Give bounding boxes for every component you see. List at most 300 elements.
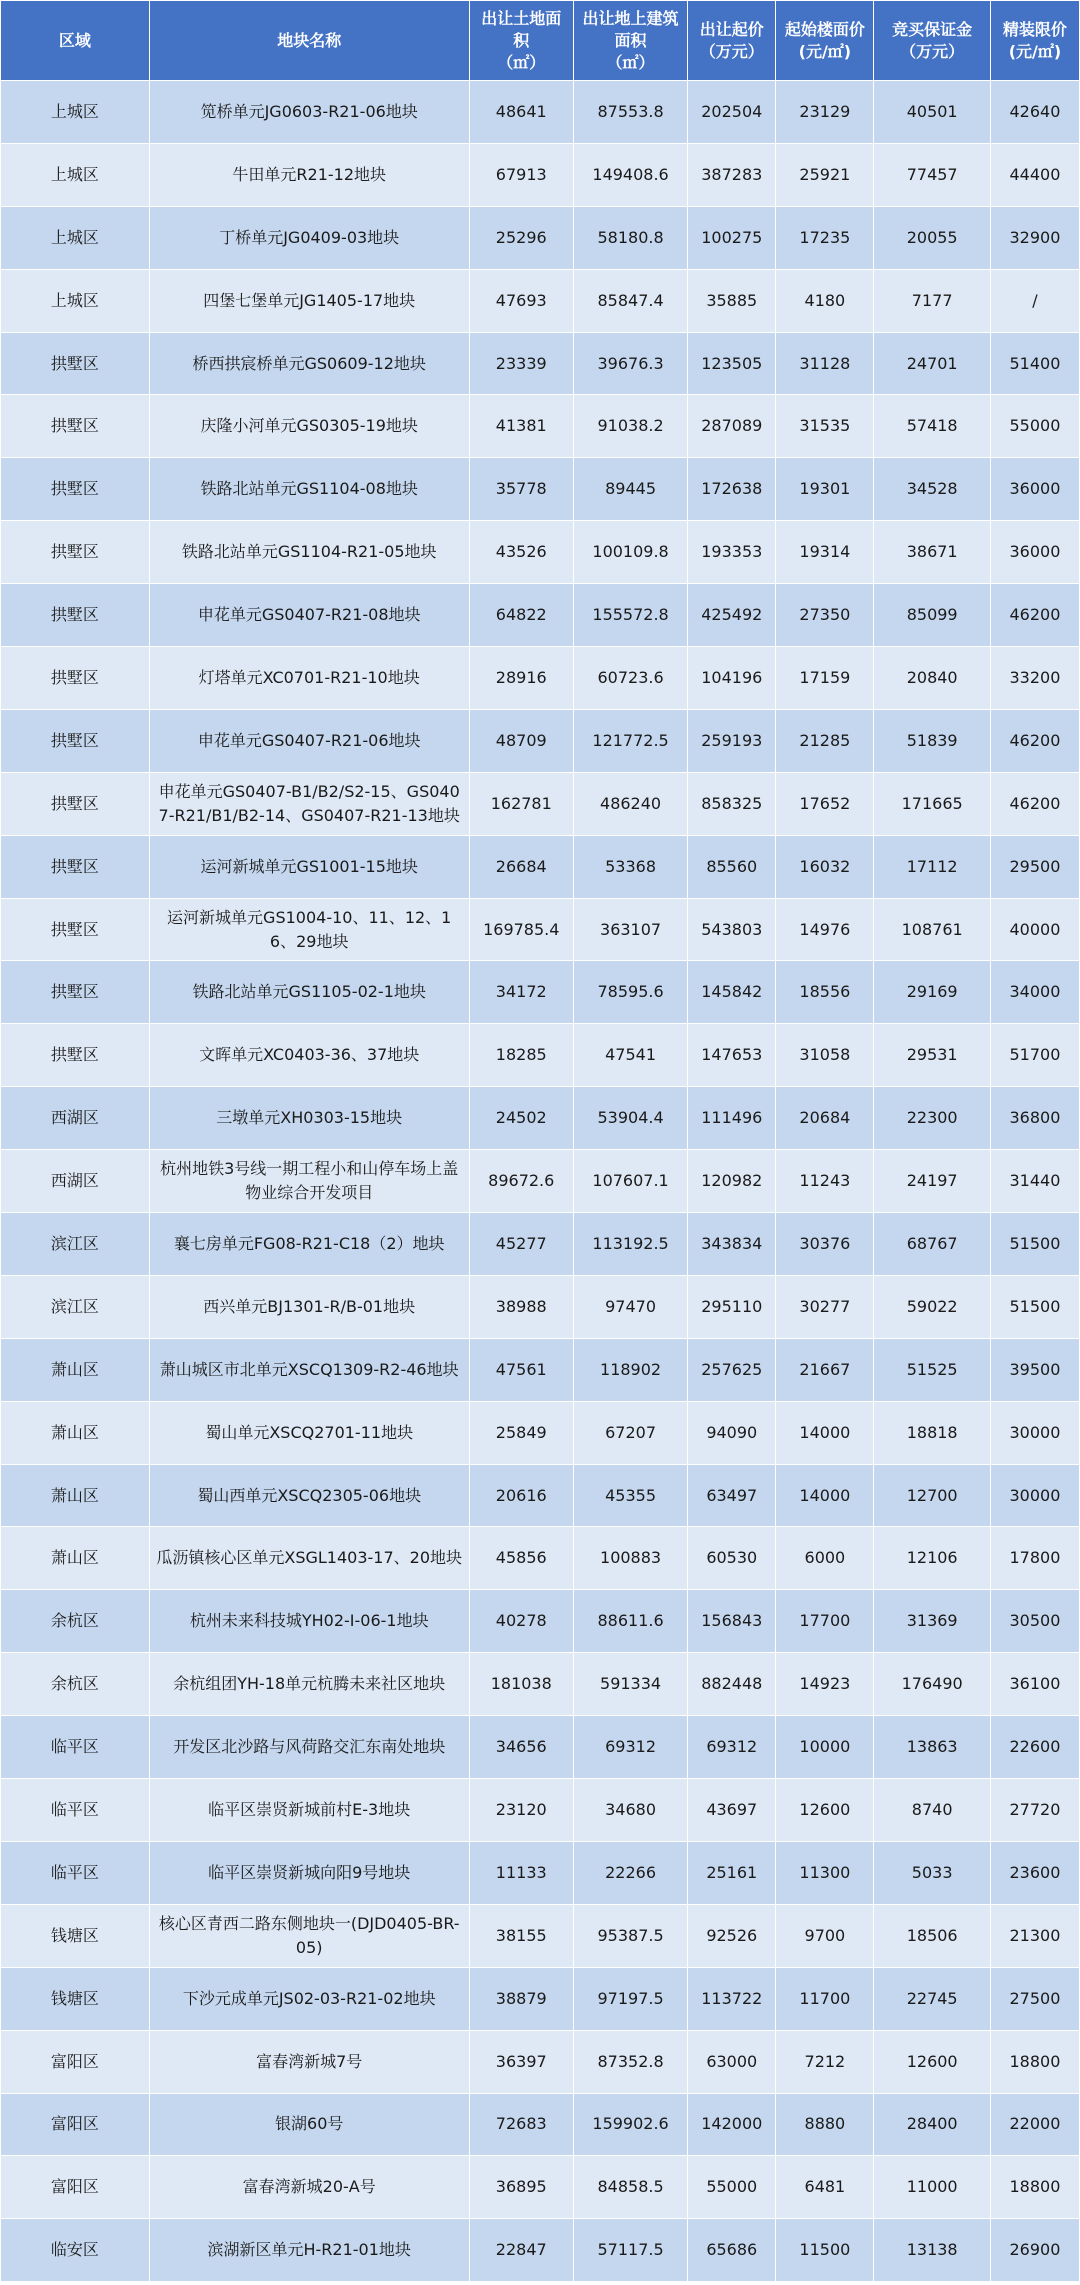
cell-parcel-name: 杭州未来科技城YH02-I-06-1地块 — [149, 1590, 469, 1653]
cell-district: 萧山区 — [1, 1338, 150, 1401]
cell-district: 萧山区 — [1, 1527, 150, 1590]
cell-land-area: 45856 — [469, 1527, 573, 1590]
cell-land-area: 181038 — [469, 1653, 573, 1716]
cell-start-price: 55000 — [688, 2156, 776, 2219]
cell-building-area: 22266 — [573, 1841, 687, 1904]
cell-parcel-name: 蜀山单元XSCQ2701-11地块 — [149, 1401, 469, 1464]
cell-deposit: 68767 — [874, 1213, 990, 1276]
cell-parcel-name: 余杭组团YH-18单元杭腾未来社区地块 — [149, 1653, 469, 1716]
table-row — [1, 1087, 1080, 1150]
cell-floor-price: 14923 — [776, 1653, 874, 1716]
cell-deposit: 34528 — [874, 458, 990, 521]
cell-floor-price: 18556 — [776, 961, 874, 1024]
cell-land-area: 20616 — [469, 1464, 573, 1527]
table-row — [1, 2030, 1080, 2093]
table-row — [1, 206, 1080, 269]
cell-finished-price: 46200 — [990, 584, 1079, 647]
cell-start-price: 100275 — [688, 206, 776, 269]
cell-floor-price: 30277 — [776, 1275, 874, 1338]
cell-finished-price: 33200 — [990, 647, 1079, 710]
table-row — [1, 1213, 1080, 1276]
cell-parcel-name: 西兴单元BJ1301-R/B-01地块 — [149, 1275, 469, 1338]
cell-parcel-name: 萧山城区市北单元XSCQ1309-R2-46地块 — [149, 1338, 469, 1401]
cell-deposit: 20840 — [874, 647, 990, 710]
cell-floor-price: 17652 — [776, 772, 874, 835]
cell-district: 拱墅区 — [1, 458, 150, 521]
cell-deposit: 12700 — [874, 1464, 990, 1527]
cell-land-area: 23339 — [469, 332, 573, 395]
cell-building-area: 88611.6 — [573, 1590, 687, 1653]
cell-deposit: 7177 — [874, 269, 990, 332]
cell-building-area: 97470 — [573, 1275, 687, 1338]
cell-start-price: 343834 — [688, 1213, 776, 1276]
table-row — [1, 1904, 1080, 1967]
cell-building-area: 84858.5 — [573, 2156, 687, 2219]
cell-deposit: 31369 — [874, 1590, 990, 1653]
cell-deposit: 176490 — [874, 1653, 990, 1716]
cell-building-area: 45355 — [573, 1464, 687, 1527]
cell-parcel-name: 襄七房单元FG08-R21-C18（2）地块 — [149, 1213, 469, 1276]
cell-parcel-name: 滨湖新区单元H-R21-01地块 — [149, 2219, 469, 2282]
cell-start-price: 287089 — [688, 395, 776, 458]
table-row — [1, 1275, 1080, 1338]
cell-floor-price: 6481 — [776, 2156, 874, 2219]
cell-land-area: 22847 — [469, 2219, 573, 2282]
table-row — [1, 458, 1080, 521]
cell-finished-price: 23600 — [990, 1841, 1079, 1904]
cell-finished-price: 46200 — [990, 709, 1079, 772]
cell-building-area: 121772.5 — [573, 709, 687, 772]
cell-finished-price: 55000 — [990, 395, 1079, 458]
cell-start-price: 425492 — [688, 584, 776, 647]
cell-start-price: 25161 — [688, 1841, 776, 1904]
cell-building-area: 149408.6 — [573, 143, 687, 206]
cell-deposit: 29531 — [874, 1024, 990, 1087]
cell-start-price: 123505 — [688, 332, 776, 395]
cell-finished-price: 31440 — [990, 1150, 1079, 1213]
table-row — [1, 269, 1080, 332]
header-deposit-unit: （万元） — [900, 41, 965, 61]
header-row — [1, 1, 1080, 81]
cell-floor-price: 19314 — [776, 521, 874, 584]
cell-district: 滨江区 — [1, 1213, 150, 1276]
header-building-area — [573, 1, 687, 81]
header-start-price — [688, 1, 776, 81]
cell-building-area: 91038.2 — [573, 395, 687, 458]
cell-district: 临平区 — [1, 1716, 150, 1779]
cell-deposit: 28400 — [874, 2093, 990, 2156]
cell-finished-price: 30500 — [990, 1590, 1079, 1653]
cell-land-area: 43526 — [469, 521, 573, 584]
cell-building-area: 113192.5 — [573, 1213, 687, 1276]
cell-building-area: 100883 — [573, 1527, 687, 1590]
cell-land-area: 34656 — [469, 1716, 573, 1779]
cell-land-area: 48709 — [469, 709, 573, 772]
cell-district: 余杭区 — [1, 1590, 150, 1653]
header-floor-price-title: 起始楼面价 — [784, 19, 865, 39]
cell-building-area: 363107 — [573, 898, 687, 961]
header-floor-price — [776, 1, 874, 81]
cell-building-area: 69312 — [573, 1716, 687, 1779]
cell-floor-price: 14976 — [776, 898, 874, 961]
cell-district: 富阳区 — [1, 2093, 150, 2156]
cell-land-area: 47693 — [469, 269, 573, 332]
cell-parcel-name: 银湖60号 — [149, 2093, 469, 2156]
table-row — [1, 1401, 1080, 1464]
cell-start-price: 145842 — [688, 961, 776, 1024]
cell-land-area: 11133 — [469, 1841, 573, 1904]
cell-start-price: 259193 — [688, 709, 776, 772]
cell-district: 萧山区 — [1, 1401, 150, 1464]
cell-floor-price: 19301 — [776, 458, 874, 521]
cell-building-area: 87352.8 — [573, 2030, 687, 2093]
cell-floor-price: 31128 — [776, 332, 874, 395]
table-row — [1, 81, 1080, 144]
cell-start-price: 147653 — [688, 1024, 776, 1087]
cell-deposit: 85099 — [874, 584, 990, 647]
table-row — [1, 709, 1080, 772]
cell-start-price: 111496 — [688, 1087, 776, 1150]
cell-district: 拱墅区 — [1, 647, 150, 710]
cell-district: 拱墅区 — [1, 709, 150, 772]
cell-start-price: 387283 — [688, 143, 776, 206]
cell-deposit: 22300 — [874, 1087, 990, 1150]
cell-start-price: 63000 — [688, 2030, 776, 2093]
cell-land-area: 35778 — [469, 458, 573, 521]
cell-deposit: 24701 — [874, 332, 990, 395]
cell-building-area: 97197.5 — [573, 1967, 687, 2030]
cell-building-area: 107607.1 — [573, 1150, 687, 1213]
cell-parcel-name: 丁桥单元JG0409-03地块 — [149, 206, 469, 269]
cell-deposit: 20055 — [874, 206, 990, 269]
cell-district: 临平区 — [1, 1841, 150, 1904]
cell-parcel-name: 运河新城单元GS1001-15地块 — [149, 835, 469, 898]
cell-start-price: 35885 — [688, 269, 776, 332]
cell-floor-price: 11500 — [776, 2219, 874, 2282]
cell-parcel-name: 富春湾新城20-A号 — [149, 2156, 469, 2219]
cell-building-area: 486240 — [573, 772, 687, 835]
cell-parcel-name: 桥西拱宸桥单元GS0609-12地块 — [149, 332, 469, 395]
cell-floor-price: 8880 — [776, 2093, 874, 2156]
cell-start-price: 858325 — [688, 772, 776, 835]
cell-parcel-name: 杭州地铁3号线一期工程小和山停车场上盖物业综合开发项目 — [149, 1150, 469, 1213]
header-building-area-title: 出让地上建筑面积 — [582, 8, 679, 50]
cell-building-area: 34680 — [573, 1779, 687, 1842]
cell-land-area: 169785.4 — [469, 898, 573, 961]
cell-building-area: 53368 — [573, 835, 687, 898]
header-finished-price-title: 精装限价 — [1002, 19, 1067, 39]
cell-parcel-name: 核心区青西二路东侧地块一(DJD0405-BR-05) — [149, 1904, 469, 1967]
cell-parcel-name: 牛田单元R21-12地块 — [149, 143, 469, 206]
cell-parcel-name: 蜀山西单元XSCQ2305-06地块 — [149, 1464, 469, 1527]
cell-building-area: 89445 — [573, 458, 687, 521]
cell-finished-price: 32900 — [990, 206, 1079, 269]
cell-finished-price: 30000 — [990, 1464, 1079, 1527]
cell-deposit: 12106 — [874, 1527, 990, 1590]
cell-finished-price: 22000 — [990, 2093, 1079, 2156]
cell-start-price: 65686 — [688, 2219, 776, 2282]
cell-building-area: 78595.6 — [573, 961, 687, 1024]
cell-land-area: 18285 — [469, 1024, 573, 1087]
cell-land-area: 48641 — [469, 81, 573, 144]
cell-floor-price: 31535 — [776, 395, 874, 458]
cell-finished-price: 27500 — [990, 1967, 1079, 2030]
cell-finished-price: 51500 — [990, 1275, 1079, 1338]
cell-finished-price: 51500 — [990, 1213, 1079, 1276]
cell-finished-price: 21300 — [990, 1904, 1079, 1967]
cell-district: 临平区 — [1, 1779, 150, 1842]
cell-deposit: 38671 — [874, 521, 990, 584]
table-row — [1, 2156, 1080, 2219]
cell-land-area: 24502 — [469, 1087, 573, 1150]
table-row — [1, 1338, 1080, 1401]
cell-building-area: 95387.5 — [573, 1904, 687, 1967]
cell-deposit: 18818 — [874, 1401, 990, 1464]
table-row — [1, 1841, 1080, 1904]
cell-start-price: 113722 — [688, 1967, 776, 2030]
cell-parcel-name: 申花单元GS0407-R21-06地块 — [149, 709, 469, 772]
cell-building-area: 155572.8 — [573, 584, 687, 647]
table-row — [1, 772, 1080, 835]
cell-deposit: 11000 — [874, 2156, 990, 2219]
cell-parcel-name: 临平区崇贤新城前村E-3地块 — [149, 1779, 469, 1842]
table-row — [1, 2219, 1080, 2282]
cell-parcel-name: 下沙元成单元JS02-03-R21-02地块 — [149, 1967, 469, 2030]
cell-district: 钱塘区 — [1, 1967, 150, 2030]
cell-deposit: 13863 — [874, 1716, 990, 1779]
cell-start-price: 60530 — [688, 1527, 776, 1590]
header-land-area-unit: （㎡） — [497, 52, 546, 72]
header-building-area-unit: （㎡） — [606, 52, 655, 72]
cell-finished-price: 26900 — [990, 2219, 1079, 2282]
cell-floor-price: 7212 — [776, 2030, 874, 2093]
cell-district: 滨江区 — [1, 1275, 150, 1338]
cell-land-area: 89672.6 — [469, 1150, 573, 1213]
cell-land-area: 40278 — [469, 1590, 573, 1653]
cell-land-area: 25849 — [469, 1401, 573, 1464]
cell-deposit: 29169 — [874, 961, 990, 1024]
cell-district: 拱墅区 — [1, 961, 150, 1024]
table-row — [1, 647, 1080, 710]
cell-parcel-name: 庆隆小河单元GS0305-19地块 — [149, 395, 469, 458]
cell-parcel-name: 开发区北沙路与风荷路交汇东南处地块 — [149, 1716, 469, 1779]
cell-district: 拱墅区 — [1, 395, 150, 458]
table-row — [1, 143, 1080, 206]
cell-floor-price: 11243 — [776, 1150, 874, 1213]
cell-floor-price: 16032 — [776, 835, 874, 898]
cell-land-area: 36895 — [469, 2156, 573, 2219]
cell-start-price: 543803 — [688, 898, 776, 961]
cell-deposit: 5033 — [874, 1841, 990, 1904]
cell-floor-price: 14000 — [776, 1464, 874, 1527]
table-row — [1, 395, 1080, 458]
table-row — [1, 898, 1080, 961]
table-row — [1, 1779, 1080, 1842]
header-land-area — [469, 1, 573, 81]
cell-land-area: 47561 — [469, 1338, 573, 1401]
cell-floor-price: 11300 — [776, 1841, 874, 1904]
cell-finished-price: 30000 — [990, 1401, 1079, 1464]
cell-district: 上城区 — [1, 206, 150, 269]
cell-land-area: 25296 — [469, 206, 573, 269]
cell-deposit: 77457 — [874, 143, 990, 206]
cell-land-area: 36397 — [469, 2030, 573, 2093]
cell-deposit: 12600 — [874, 2030, 990, 2093]
cell-start-price: 120982 — [688, 1150, 776, 1213]
cell-building-area: 159902.6 — [573, 2093, 687, 2156]
cell-start-price: 193353 — [688, 521, 776, 584]
header-district: 区域 — [1, 1, 150, 81]
cell-deposit: 8740 — [874, 1779, 990, 1842]
cell-deposit: 24197 — [874, 1150, 990, 1213]
cell-parcel-name: 铁路北站单元GS1104-R21-05地块 — [149, 521, 469, 584]
cell-land-area: 72683 — [469, 2093, 573, 2156]
cell-building-area: 67207 — [573, 1401, 687, 1464]
cell-parcel-name: 运河新城单元GS1004-10、11、12、16、29地块 — [149, 898, 469, 961]
header-finished-price-unit: (元/㎡) — [1008, 41, 1062, 61]
cell-start-price: 156843 — [688, 1590, 776, 1653]
table-row — [1, 584, 1080, 647]
cell-start-price: 882448 — [688, 1653, 776, 1716]
table-row — [1, 1716, 1080, 1779]
cell-district: 拱墅区 — [1, 772, 150, 835]
cell-floor-price: 20684 — [776, 1087, 874, 1150]
cell-parcel-name: 申花单元GS0407-B1/B2/S2-15、GS0407-R21/B1/B2-14、GS0407-R21-13地块 — [149, 772, 469, 835]
header-start-price-title: 出让起价 — [699, 19, 764, 39]
cell-floor-price: 6000 — [776, 1527, 874, 1590]
header-land-area-title: 出让土地面积 — [481, 8, 562, 50]
cell-land-area: 26684 — [469, 835, 573, 898]
cell-floor-price: 17700 — [776, 1590, 874, 1653]
cell-district: 上城区 — [1, 269, 150, 332]
cell-building-area: 60723.6 — [573, 647, 687, 710]
cell-parcel-name: 三墩单元XH0303-15地块 — [149, 1087, 469, 1150]
cell-finished-price: 51400 — [990, 332, 1079, 395]
cell-building-area: 591334 — [573, 1653, 687, 1716]
cell-land-area: 38988 — [469, 1275, 573, 1338]
cell-floor-price: 21285 — [776, 709, 874, 772]
cell-deposit: 17112 — [874, 835, 990, 898]
cell-finished-price: 36800 — [990, 1087, 1079, 1150]
cell-land-area: 23120 — [469, 1779, 573, 1842]
cell-deposit: 59022 — [874, 1275, 990, 1338]
cell-finished-price: 36100 — [990, 1653, 1079, 1716]
cell-district: 钱塘区 — [1, 1904, 150, 1967]
header-floor-price-unit: (元/㎡) — [798, 41, 852, 61]
table-row — [1, 1150, 1080, 1213]
cell-floor-price: 30376 — [776, 1213, 874, 1276]
cell-district: 萧山区 — [1, 1464, 150, 1527]
cell-parcel-name: 临平区崇贤新城向阳9号地块 — [149, 1841, 469, 1904]
cell-parcel-name: 文晖单元XC0403-36、37地块 — [149, 1024, 469, 1087]
cell-start-price: 94090 — [688, 1401, 776, 1464]
cell-deposit: 108761 — [874, 898, 990, 961]
cell-finished-price: 40000 — [990, 898, 1079, 961]
cell-deposit: 13138 — [874, 2219, 990, 2282]
cell-finished-price: 51700 — [990, 1024, 1079, 1087]
cell-parcel-name: 四堡七堡单元JG1405-17地块 — [149, 269, 469, 332]
table-row — [1, 1464, 1080, 1527]
cell-deposit: 51525 — [874, 1338, 990, 1401]
cell-finished-price: 34000 — [990, 961, 1079, 1024]
cell-floor-price: 27350 — [776, 584, 874, 647]
cell-finished-price: 36000 — [990, 521, 1079, 584]
table-row — [1, 2093, 1080, 2156]
cell-deposit: 40501 — [874, 81, 990, 144]
cell-district: 西湖区 — [1, 1087, 150, 1150]
cell-building-area: 57117.5 — [573, 2219, 687, 2282]
cell-district: 临安区 — [1, 2219, 150, 2282]
cell-finished-price: 22600 — [990, 1716, 1079, 1779]
cell-land-area: 28916 — [469, 647, 573, 710]
header-deposit-title: 竞买保证金 — [892, 19, 973, 39]
cell-building-area: 39676.3 — [573, 332, 687, 395]
header-start-price-unit: （万元） — [699, 41, 764, 61]
cell-deposit: 57418 — [874, 395, 990, 458]
cell-finished-price: 39500 — [990, 1338, 1079, 1401]
cell-district: 拱墅区 — [1, 898, 150, 961]
cell-floor-price: 4180 — [776, 269, 874, 332]
cell-parcel-name: 笕桥单元JG0603-R21-06地块 — [149, 81, 469, 144]
table-row — [1, 1527, 1080, 1590]
cell-district: 拱墅区 — [1, 1024, 150, 1087]
cell-land-area: 162781 — [469, 772, 573, 835]
table-body — [1, 81, 1080, 2282]
cell-building-area: 118902 — [573, 1338, 687, 1401]
cell-land-area: 67913 — [469, 143, 573, 206]
cell-land-area: 38879 — [469, 1967, 573, 2030]
cell-land-area: 41381 — [469, 395, 573, 458]
header-finished-price — [990, 1, 1079, 81]
cell-building-area: 85847.4 — [573, 269, 687, 332]
cell-deposit: 51839 — [874, 709, 990, 772]
table-row — [1, 1653, 1080, 1716]
cell-floor-price: 21667 — [776, 1338, 874, 1401]
table-row — [1, 1967, 1080, 2030]
cell-finished-price: 44400 — [990, 143, 1079, 206]
cell-district: 拱墅区 — [1, 584, 150, 647]
cell-finished-price: 42640 — [990, 81, 1079, 144]
cell-floor-price: 12600 — [776, 1779, 874, 1842]
cell-building-area: 58180.8 — [573, 206, 687, 269]
header-deposit — [874, 1, 990, 81]
cell-start-price: 85560 — [688, 835, 776, 898]
cell-floor-price: 11700 — [776, 1967, 874, 2030]
cell-start-price: 92526 — [688, 1904, 776, 1967]
cell-district: 拱墅区 — [1, 835, 150, 898]
table-row — [1, 961, 1080, 1024]
cell-start-price: 202504 — [688, 81, 776, 144]
cell-floor-price: 25921 — [776, 143, 874, 206]
cell-finished-price: 18800 — [990, 2156, 1079, 2219]
cell-start-price: 69312 — [688, 1716, 776, 1779]
cell-start-price: 142000 — [688, 2093, 776, 2156]
cell-floor-price: 14000 — [776, 1401, 874, 1464]
cell-building-area: 53904.4 — [573, 1087, 687, 1150]
cell-district: 拱墅区 — [1, 521, 150, 584]
table-row — [1, 521, 1080, 584]
cell-finished-price: 27720 — [990, 1779, 1079, 1842]
cell-start-price: 43697 — [688, 1779, 776, 1842]
cell-district: 富阳区 — [1, 2156, 150, 2219]
table-row — [1, 332, 1080, 395]
cell-finished-price: 36000 — [990, 458, 1079, 521]
cell-start-price: 295110 — [688, 1275, 776, 1338]
cell-building-area: 100109.8 — [573, 521, 687, 584]
cell-floor-price: 31058 — [776, 1024, 874, 1087]
cell-district: 上城区 — [1, 143, 150, 206]
header-parcel-name: 地块名称 — [149, 1, 469, 81]
